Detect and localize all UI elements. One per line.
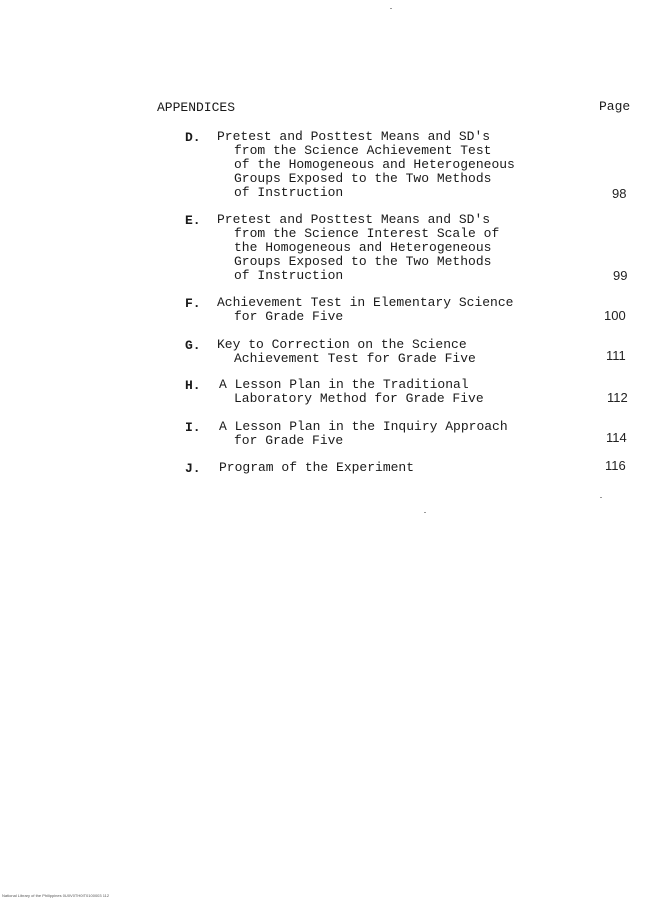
- scan-speck: [600, 497, 602, 498]
- entry-title-line: of the Homogeneous and Heterogeneous: [234, 157, 515, 172]
- entry-page-number: 98: [612, 186, 627, 201]
- scan-speck: [424, 512, 426, 513]
- entry-title-line: Laboratory Method for Grade Five: [234, 391, 484, 406]
- appendix-entry-d: [0, 130, 670, 202]
- entry-title-line: Program of the Experiment: [219, 460, 415, 475]
- entry-letter: H.: [185, 378, 201, 393]
- entry-letter: F.: [185, 296, 201, 311]
- entry-page-number: 100: [604, 308, 626, 323]
- entry-title-line: for Grade Five: [234, 433, 344, 448]
- entry-title-line: Achievement Test for Grade Five: [234, 351, 476, 366]
- entry-letter: E.: [185, 213, 201, 228]
- entry-title-line: Groups Exposed to the Two Methods: [234, 254, 492, 269]
- section-heading: APPENDICES: [157, 100, 236, 115]
- scan-speck: [390, 8, 392, 9]
- entry-letter: G.: [185, 338, 201, 353]
- entry-title-line: for Grade Five: [234, 309, 344, 324]
- entry-letter: I.: [185, 420, 201, 435]
- entry-title-line: the Homogeneous and Heterogeneous: [234, 240, 492, 255]
- entry-letter: J.: [185, 461, 201, 476]
- entry-title-line: from the Science Interest Scale of: [234, 226, 500, 241]
- page-column-heading: Page: [599, 99, 631, 114]
- entry-title-line: Pretest and Posttest Means and SD's: [217, 212, 491, 227]
- appendix-entry-f: [0, 296, 670, 326]
- appendix-entry-j: [0, 458, 670, 477]
- entry-title-line: Groups Exposed to the Two Methods: [234, 171, 492, 186]
- entry-title-line: A Lesson Plan in the Inquiry Approach: [219, 419, 508, 434]
- entry-title-line: A Lesson Plan in the Traditional: [219, 377, 469, 392]
- appendix-entry-i: [0, 420, 670, 450]
- entry-letter: D.: [185, 130, 201, 145]
- entry-title-line: Pretest and Posttest Means and SD's: [217, 129, 491, 144]
- entry-page-number: 99: [613, 268, 628, 283]
- appendix-entry-h: [0, 378, 670, 408]
- entry-page-number: 111: [606, 348, 626, 363]
- appendix-entry-g: [0, 338, 670, 368]
- entry-page-number: 114: [606, 430, 627, 445]
- entry-page-number: 112: [607, 390, 628, 405]
- entry-title-line: Achievement Test in Elementary Science: [217, 295, 514, 310]
- entry-title-line: Key to Correction on the Science: [217, 337, 467, 352]
- scan-footer: National Library of the Philippines 0U0V0TH0IT0100003 112: [2, 893, 110, 898]
- entry-title-line: of Instruction: [234, 185, 344, 200]
- appendix-entry-e: [0, 213, 670, 285]
- entry-title-line: of Instruction: [234, 268, 344, 283]
- entry-title-line: from the Science Achievement Test: [234, 143, 492, 158]
- entry-page-number: 116: [605, 458, 626, 473]
